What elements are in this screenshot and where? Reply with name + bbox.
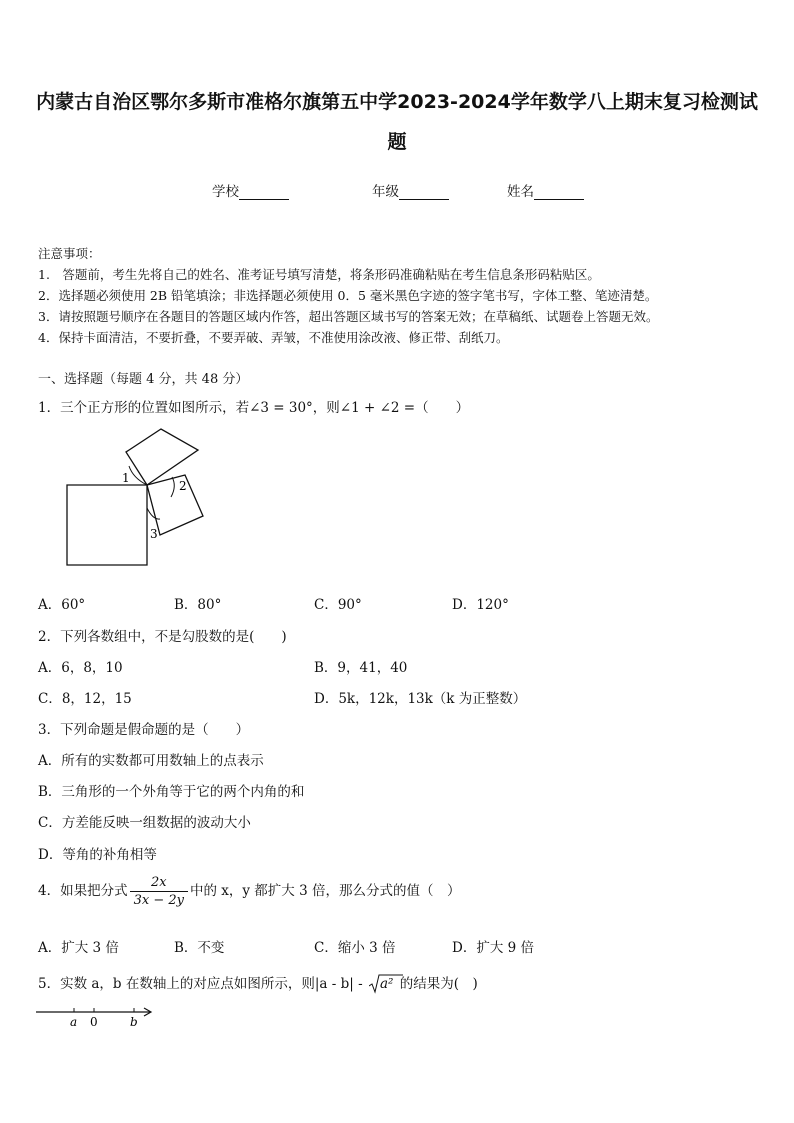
- angle-2-arc: [171, 477, 174, 497]
- title-line-2: 题: [387, 131, 407, 153]
- grade-label: 年级: [372, 184, 399, 200]
- upper-square: [126, 429, 198, 485]
- squares-figure: [60, 420, 220, 580]
- section-heading: 一、选择题（每题 4 分，共 48 分）: [38, 372, 249, 387]
- radical: [369, 976, 393, 992]
- question-3: 3．下列命题是假命题的是（ ）: [38, 722, 250, 738]
- q2-option-a[interactable]: A．6，8，10: [38, 660, 123, 676]
- q1-option-d[interactable]: D．120°: [452, 597, 509, 613]
- q5-prefix: 5．实数 a，b 在数轴上的对应点如图所示，则|a - b| -: [38, 976, 363, 992]
- q4-fraction: [130, 874, 188, 909]
- name-label: 姓名: [507, 184, 534, 200]
- note-item: 2．选择题必须使用 2B 铅笔填涂；非选择题必须使用 0．5 毫米黑色字迹的签字笔书写，字体工整、笔迹清楚。: [38, 288, 658, 303]
- name-field[interactable]: [507, 180, 584, 200]
- grade-blank[interactable]: [399, 185, 449, 200]
- q4-option-a[interactable]: A．扩大 3 倍: [38, 940, 119, 956]
- q4-denominator: 3x − 2y: [133, 893, 184, 908]
- q3-option-c[interactable]: C．方差能反映一组数据的波动大小: [38, 815, 251, 831]
- notes-heading: 注意事项：: [38, 246, 101, 261]
- axis-label-0: 0: [90, 1015, 98, 1029]
- q5-suffix: 的结果为( ): [399, 976, 478, 992]
- note-item: 1. 答题前，考生先将自己的姓名、准考证号填写清楚，将条形码准确粘贴在考生信息条形码粘贴区。: [38, 267, 600, 282]
- radicand: a²: [379, 976, 394, 992]
- question-1: 1．三个正方形的位置如图所示，若∠3 = 30°，则∠1 + ∠2 =（ ）: [38, 400, 470, 416]
- school-label: 学校: [212, 184, 239, 200]
- q4-numerator: 2x: [130, 874, 188, 892]
- q1-option-a[interactable]: A．60°: [38, 597, 86, 613]
- q4-prefix: 4．如果把分式: [38, 883, 128, 899]
- q3-option-b[interactable]: B．三角形的一个外角等于它的两个内角的和: [38, 784, 305, 800]
- q2-option-c[interactable]: C．8，12，15: [38, 691, 132, 707]
- q4-option-b[interactable]: B．不变: [174, 940, 225, 956]
- axis-label-b: b: [130, 1015, 138, 1029]
- question-2: 2．下列各数组中，不是勾股数的是( ): [38, 629, 287, 645]
- large-square: [67, 485, 147, 565]
- q4-option-d[interactable]: D．扩大 9 倍: [452, 940, 534, 956]
- q1-option-b[interactable]: B．80°: [174, 597, 222, 613]
- angle-1-arc: [129, 466, 147, 485]
- grade-field[interactable]: [372, 180, 449, 200]
- q4-option-c[interactable]: C．缩小 3 倍: [314, 940, 396, 956]
- school-blank[interactable]: [239, 185, 289, 200]
- angle-label-1: 1: [122, 471, 130, 485]
- q4-suffix: 中的 x，y 都扩大 3 倍，那么分式的值（ ）: [189, 883, 461, 899]
- q2-option-d[interactable]: D．5k，12k，13k（k 为正整数）: [314, 691, 527, 707]
- page-title: [30, 82, 764, 162]
- lower-square: [147, 475, 203, 535]
- title-line-1: 内蒙古自治区鄂尔多斯市准格尔旗第五中学2023-2024学年数学八上期末复习检测试: [36, 91, 758, 113]
- question-4: [38, 874, 460, 909]
- angle-label-3: 3: [150, 527, 158, 541]
- name-blank[interactable]: [534, 185, 584, 200]
- angle-label-2: 2: [179, 479, 187, 493]
- q1-option-c[interactable]: C．90°: [314, 597, 362, 613]
- q3-option-d[interactable]: D．等角的补角相等: [38, 847, 157, 863]
- q3-option-a[interactable]: A．所有的实数都可用数轴上的点表示: [38, 753, 264, 769]
- note-item: 3．请按照题号顺序在各题目的答题区域内作答，超出答题区域书写的答案无效；在草稿纸、试题卷上答题无效。: [38, 309, 659, 324]
- question-5: [38, 972, 478, 992]
- note-item: 4．保持卡面清洁，不要折叠，不要弄破、弄皱，不准使用涂改液、修正带、刮纸刀。: [38, 330, 509, 345]
- school-field[interactable]: [212, 180, 289, 200]
- number-line: [36, 1002, 156, 1032]
- axis-label-a: a: [70, 1015, 78, 1029]
- q2-option-b[interactable]: B．9，41，40: [314, 660, 408, 676]
